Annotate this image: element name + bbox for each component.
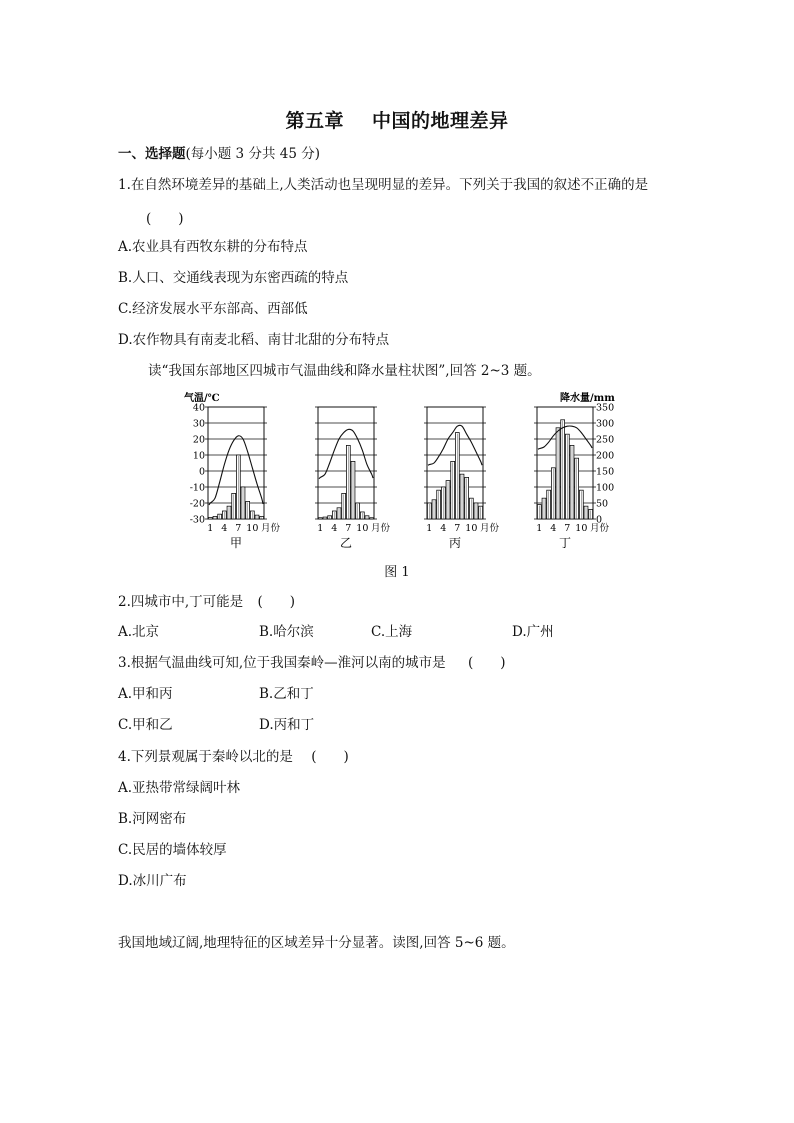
temperature-tick-label: -10 (189, 482, 205, 494)
month-unit-label: 月份 (590, 523, 610, 534)
temperature-tick-label: 30 (192, 418, 205, 430)
precipitation-tick-label: 350 (596, 402, 615, 414)
month-tick-label: 1 (536, 523, 543, 534)
q3-answer-paren: ( ) (467, 655, 506, 671)
precipitation-tick-label: 250 (596, 434, 615, 446)
intro-2-3: 读“我国东部地区四城市气温曲线和降水量柱状图”,回答 2~3 题。 (148, 363, 541, 379)
temperature-axis-labels (190, 403, 205, 526)
temperature-tick-label: 0 (198, 466, 205, 478)
q4-option-a: A.亚热带常绿阔叶林 (118, 780, 241, 796)
q4-option-b: B.河网密布 (118, 811, 187, 827)
temperature-tick-label: -20 (189, 498, 205, 510)
precipitation-tick-label: 150 (596, 466, 615, 478)
month-tick-label: 10 (465, 523, 478, 534)
q3-option-d: D.丙和丁 (259, 717, 315, 733)
q4-option-c: C.民居的墙体较厚 (118, 842, 227, 858)
q1-option-c: C.经济发展水平东部高、西部低 (118, 301, 308, 317)
month-tick-label: 1 (426, 523, 433, 534)
q2-option-c: C.上海 (371, 624, 413, 640)
month-tick-label: 7 (345, 523, 352, 534)
month-unit-label: 月份 (371, 523, 391, 534)
month-tick-label: 10 (246, 523, 259, 534)
q3-option-b: B.乙和丁 (259, 686, 314, 702)
left-axis-title: 气温/℃ (184, 393, 220, 404)
city-label: 丙 (448, 536, 462, 550)
temperature-tick-label: 10 (192, 450, 205, 462)
month-tick-label: 1 (317, 523, 324, 534)
figure-caption: 图 1 (384, 565, 410, 580)
section-heading-note: (每小题 3 分共 45 分) (185, 146, 320, 162)
precipitation-axis-labels (596, 403, 614, 526)
month-tick-label: 7 (564, 523, 571, 534)
q3-stem-text: 3.根据气温曲线可知,位于我国秦岭—淮河以南的城市是 (118, 655, 446, 671)
q3-option-c: C.甲和乙 (118, 717, 173, 733)
city-label: 丁 (558, 536, 572, 550)
section-heading-label: 一、选择题 (118, 146, 186, 162)
climograph-3 (424, 407, 500, 550)
precipitation-tick-label: 100 (596, 482, 615, 494)
month-unit-label: 月份 (261, 523, 281, 534)
precipitation-tick-label: 50 (596, 498, 609, 510)
month-tick-label: 10 (575, 523, 588, 534)
q4-stem (118, 748, 349, 766)
chapter-number: 第五章 (285, 110, 344, 132)
precipitation-tick-label: 200 (596, 450, 615, 462)
chapter-name: 中国的地理差异 (372, 110, 509, 132)
q2-stem (118, 593, 295, 611)
q2-option-d: D.广州 (512, 624, 554, 640)
temperature-tick-label: -30 (189, 514, 205, 526)
q1-stem: 1.在自然环境差异的基础上,人类活动也呈现明显的差异。下列关于我国的叙述不正确的是 (118, 177, 649, 193)
month-tick-label: 7 (454, 523, 461, 534)
q1-option-d: D.农作物具有南麦北稻、南甘北甜的分布特点 (118, 332, 390, 348)
month-tick-label: 10 (356, 523, 369, 534)
precipitation-tick-label: 0 (596, 514, 603, 526)
city-label: 乙 (339, 536, 353, 550)
climograph-2 (315, 407, 391, 550)
temperature-tick-label: 20 (192, 434, 205, 446)
right-axis-title: 降水量/mm (560, 393, 615, 404)
month-tick-label: 4 (550, 523, 557, 534)
q1-option-b: B.人口、交通线表现为东密西疏的特点 (118, 270, 349, 286)
q4-stem-text: 4.下列景观属于秦岭以北的是 (118, 749, 293, 765)
temperature-tick-label: 40 (192, 402, 205, 414)
q3-option-a: A.甲和丙 (118, 686, 173, 702)
month-tick-label: 4 (221, 523, 228, 534)
q2-answer-paren: ( ) (257, 594, 296, 610)
q4-answer-paren: ( ) (311, 749, 349, 765)
q1-option-a: A.农业具有西牧东耕的分布特点 (118, 239, 308, 255)
q1-answer-paren: ( ) (146, 211, 184, 227)
page-title (0, 106, 794, 133)
precipitation-tick-label: 300 (596, 418, 615, 430)
month-unit-label: 月份 (480, 523, 500, 534)
q4-option-d: D.冰川广布 (118, 873, 187, 889)
month-tick-label: 4 (331, 523, 338, 534)
month-tick-label: 4 (440, 523, 447, 534)
climograph-1 (205, 407, 281, 550)
q3-stem (118, 654, 506, 672)
city-panels (205, 407, 610, 550)
section-heading (118, 145, 320, 163)
city-label: 甲 (229, 536, 243, 550)
intro-5-6: 我国地域辽阔,地理特征的区域差异十分显著。读图,回答 5~6 题。 (118, 935, 515, 951)
q2-stem-text: 2.四城市中,丁可能是 (118, 594, 244, 610)
month-tick-label: 1 (207, 523, 214, 534)
month-tick-label: 7 (235, 523, 242, 534)
q2-option-a: A.北京 (118, 624, 160, 640)
climograph-figure (0, 385, 794, 555)
q2-option-b: B.哈尔滨 (259, 624, 314, 640)
